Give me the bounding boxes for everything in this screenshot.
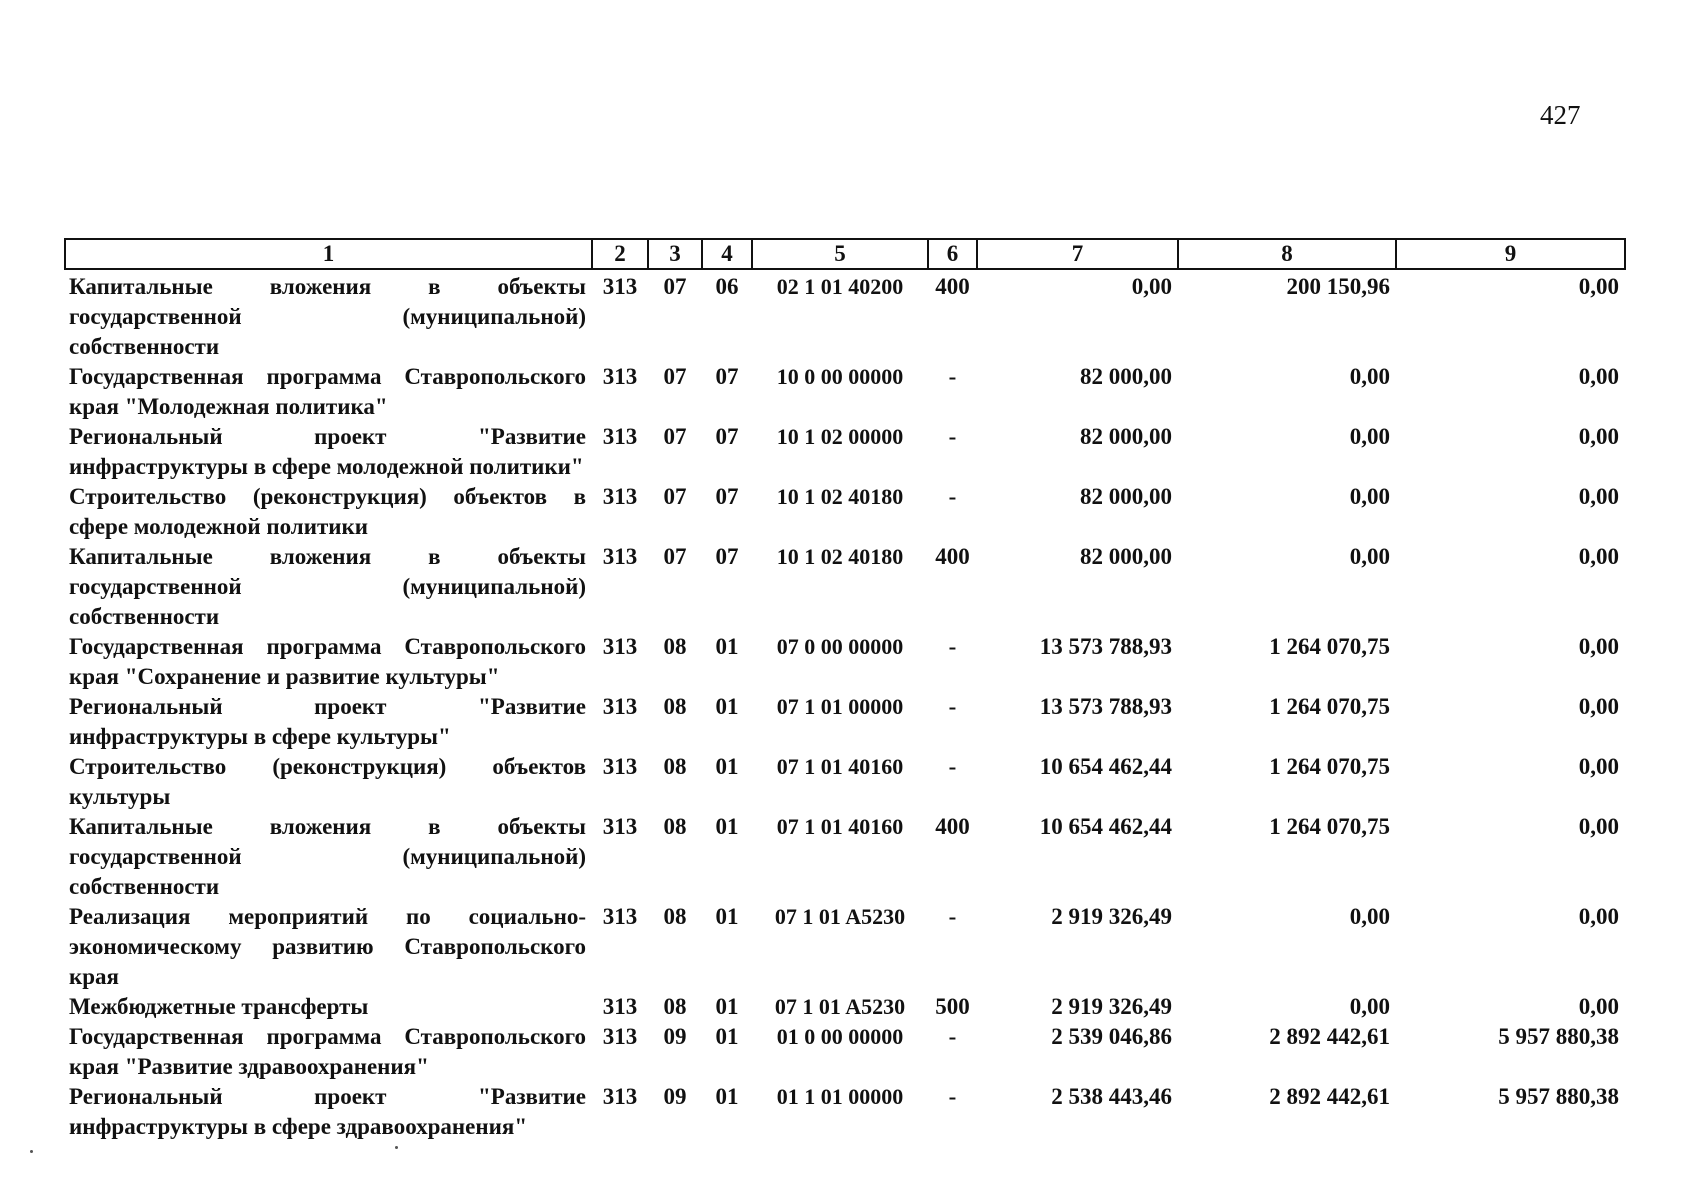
column-header-2: 2 xyxy=(592,239,648,269)
row-col-2: 313 xyxy=(602,1024,638,1049)
row-col-4: 01 xyxy=(715,904,739,929)
row-col-8: 1 264 070,75 xyxy=(1269,754,1390,779)
row-col-7: 2 919 326,49 xyxy=(1051,994,1172,1019)
row-col-6: - xyxy=(948,904,957,929)
row-col-8: 0,00 xyxy=(1349,364,1390,389)
row-col-6: 400 xyxy=(935,814,970,839)
table-row xyxy=(65,482,1625,542)
table-body xyxy=(65,269,1625,1142)
row-name: Государственная программа Ставропольского края "Молодежная политика" xyxy=(69,364,586,419)
row-col-3: 08 xyxy=(663,994,687,1019)
row-col-6: - xyxy=(948,364,957,389)
row-col-5: 01 0 00 00000 xyxy=(776,1024,904,1049)
row-col-5: 02 1 01 40200 xyxy=(776,274,904,299)
row-col-5: 01 1 01 00000 xyxy=(776,1084,904,1109)
table-row xyxy=(65,692,1625,752)
row-col-8: 1 264 070,75 xyxy=(1269,694,1390,719)
table-row xyxy=(65,812,1625,902)
row-col-8: 1 264 070,75 xyxy=(1269,814,1390,839)
row-col-2: 313 xyxy=(602,904,638,929)
row-col-4: 07 xyxy=(715,484,739,509)
row-col-2: 313 xyxy=(602,1084,638,1109)
row-col-5: 07 1 01 40160 xyxy=(776,754,904,779)
row-col-3: 08 xyxy=(663,904,687,929)
row-col-9: 5 957 880,38 xyxy=(1498,1024,1619,1049)
scan-speck xyxy=(395,1146,398,1149)
row-col-6: - xyxy=(948,484,957,509)
row-col-4: 01 xyxy=(715,1084,739,1109)
row-name: Государственная программа Ставропольского края "Сохранение и развитие культуры" xyxy=(69,634,586,689)
row-col-8: 0,00 xyxy=(1349,484,1390,509)
row-col-8: 1 264 070,75 xyxy=(1269,634,1390,659)
row-name: Региональный проект "Развитие инфраструктуры в сфере молодежной политики" xyxy=(69,424,586,479)
row-col-9: 0,00 xyxy=(1578,544,1619,569)
row-name: Государственная программа Ставропольского края "Развитие здравоохранения" xyxy=(69,1024,586,1079)
table-row xyxy=(65,992,1625,1022)
page-number: 427 xyxy=(1540,100,1581,130)
row-col-4: 01 xyxy=(715,634,739,659)
row-col-7: 2 919 326,49 xyxy=(1051,904,1172,929)
row-name: Капитальные вложения в объекты государственной (муниципальной) собственности xyxy=(69,544,586,629)
row-col-3: 09 xyxy=(663,1024,687,1049)
row-col-2: 313 xyxy=(602,994,638,1019)
header-row xyxy=(65,239,1625,269)
row-col-7: 82 000,00 xyxy=(1080,544,1172,569)
row-col-6: - xyxy=(948,634,957,659)
row-col-4: 01 xyxy=(715,814,739,839)
row-col-6: - xyxy=(948,694,957,719)
row-col-5: 07 0 00 00000 xyxy=(776,634,904,659)
row-col-8: 0,00 xyxy=(1349,544,1390,569)
row-name: Региональный проект "Развитие инфраструктуры в сфере культуры" xyxy=(69,694,586,749)
budget-table xyxy=(64,238,1626,1142)
row-col-8: 2 892 442,61 xyxy=(1269,1084,1390,1109)
row-col-9: 0,00 xyxy=(1578,694,1619,719)
row-col-9: 0,00 xyxy=(1578,424,1619,449)
row-col-6: - xyxy=(948,1084,957,1109)
row-col-5: 07 1 01 A5230 xyxy=(774,904,906,929)
row-name: Строительство (реконструкция) объектов культуры xyxy=(69,754,586,809)
table-row xyxy=(65,269,1625,362)
table-row xyxy=(65,632,1625,692)
row-col-4: 01 xyxy=(715,994,739,1019)
column-header-8: 8 xyxy=(1178,239,1396,269)
row-col-8: 0,00 xyxy=(1349,994,1390,1019)
row-name: Межбюджетные трансферты xyxy=(69,994,369,1019)
row-col-4: 07 xyxy=(715,544,739,569)
row-col-7: 82 000,00 xyxy=(1080,424,1172,449)
table-row xyxy=(65,362,1625,422)
column-header-1: 1 xyxy=(65,239,592,269)
row-col-3: 07 xyxy=(663,544,687,569)
row-col-7: 10 654 462,44 xyxy=(1039,814,1172,839)
row-col-8: 200 150,96 xyxy=(1286,274,1390,299)
row-col-7: 0,00 xyxy=(1131,274,1172,299)
row-col-2: 313 xyxy=(602,484,638,509)
row-col-2: 313 xyxy=(602,364,638,389)
row-col-7: 82 000,00 xyxy=(1080,364,1172,389)
column-header-3: 3 xyxy=(648,239,702,269)
row-col-8: 0,00 xyxy=(1349,424,1390,449)
row-col-2: 313 xyxy=(602,424,638,449)
row-col-9: 0,00 xyxy=(1578,994,1619,1019)
row-col-8: 0,00 xyxy=(1349,904,1390,929)
column-header-7: 7 xyxy=(977,239,1178,269)
row-col-9: 5 957 880,38 xyxy=(1498,1084,1619,1109)
row-col-4: 07 xyxy=(715,424,739,449)
row-col-9: 0,00 xyxy=(1578,634,1619,659)
row-col-3: 07 xyxy=(663,484,687,509)
row-col-5: 10 1 02 40180 xyxy=(776,484,904,509)
row-col-8: 2 892 442,61 xyxy=(1269,1024,1390,1049)
row-col-7: 2 538 443,46 xyxy=(1051,1084,1172,1109)
row-col-7: 2 539 046,86 xyxy=(1051,1024,1172,1049)
row-col-6: 500 xyxy=(935,994,970,1019)
row-col-7: 13 573 788,93 xyxy=(1039,694,1172,719)
row-col-5: 10 0 00 00000 xyxy=(776,364,904,389)
row-col-9: 0,00 xyxy=(1578,754,1619,779)
row-col-7: 13 573 788,93 xyxy=(1039,634,1172,659)
row-name: Капитальные вложения в объекты государственной (муниципальной) собственности xyxy=(69,814,586,899)
row-col-3: 08 xyxy=(663,754,687,779)
row-col-4: 01 xyxy=(715,694,739,719)
row-col-4: 07 xyxy=(715,364,739,389)
row-col-9: 0,00 xyxy=(1578,274,1619,299)
row-col-6: - xyxy=(948,1024,957,1049)
row-name: Региональный проект "Развитие инфраструктуры в сфере здравоохранения" xyxy=(69,1084,586,1139)
row-col-4: 01 xyxy=(715,1024,739,1049)
row-name: Реализация мероприятий по социально-экономическому развитию Ставропольского края xyxy=(69,904,586,989)
row-col-3: 07 xyxy=(663,274,687,299)
row-name: Строительство (реконструкция) объектов в сфере молодежной политики xyxy=(69,484,586,539)
row-col-5: 07 1 01 40160 xyxy=(776,814,904,839)
column-header-9: 9 xyxy=(1396,239,1625,269)
row-col-6: - xyxy=(948,424,957,449)
row-col-9: 0,00 xyxy=(1578,814,1619,839)
row-col-5: 10 1 02 00000 xyxy=(776,424,904,449)
table-row xyxy=(65,902,1625,992)
row-col-3: 08 xyxy=(663,694,687,719)
row-col-6: 400 xyxy=(935,544,970,569)
row-col-3: 07 xyxy=(663,424,687,449)
column-header-5: 5 xyxy=(752,239,928,269)
table-row xyxy=(65,542,1625,632)
row-col-4: 01 xyxy=(715,754,739,779)
row-col-3: 08 xyxy=(663,814,687,839)
row-col-5: 10 1 02 40180 xyxy=(776,544,904,569)
row-col-2: 313 xyxy=(602,274,638,299)
table-row xyxy=(65,422,1625,482)
column-header-6: 6 xyxy=(928,239,977,269)
row-col-7: 10 654 462,44 xyxy=(1039,754,1172,779)
table-row xyxy=(65,1022,1625,1082)
row-col-2: 313 xyxy=(602,544,638,569)
row-col-3: 09 xyxy=(663,1084,687,1109)
row-col-5: 07 1 01 A5230 xyxy=(774,994,906,1019)
scan-speck xyxy=(30,1150,33,1153)
column-header-4: 4 xyxy=(702,239,752,269)
row-col-2: 313 xyxy=(602,694,638,719)
row-col-6: 400 xyxy=(935,274,970,299)
row-col-6: - xyxy=(948,754,957,779)
row-col-2: 313 xyxy=(602,634,638,659)
row-col-2: 313 xyxy=(602,754,638,779)
row-name: Капитальные вложения в объекты государственной (муниципальной) собственности xyxy=(69,274,586,359)
table-row xyxy=(65,1082,1625,1142)
row-col-5: 07 1 01 00000 xyxy=(776,694,904,719)
row-col-2: 313 xyxy=(602,814,638,839)
row-col-9: 0,00 xyxy=(1578,484,1619,509)
row-col-9: 0,00 xyxy=(1578,904,1619,929)
row-col-3: 07 xyxy=(663,364,687,389)
table-row xyxy=(65,752,1625,812)
row-col-3: 08 xyxy=(663,634,687,659)
table-header xyxy=(65,239,1625,269)
row-col-7: 82 000,00 xyxy=(1080,484,1172,509)
row-col-4: 06 xyxy=(715,274,739,299)
row-col-9: 0,00 xyxy=(1578,364,1619,389)
